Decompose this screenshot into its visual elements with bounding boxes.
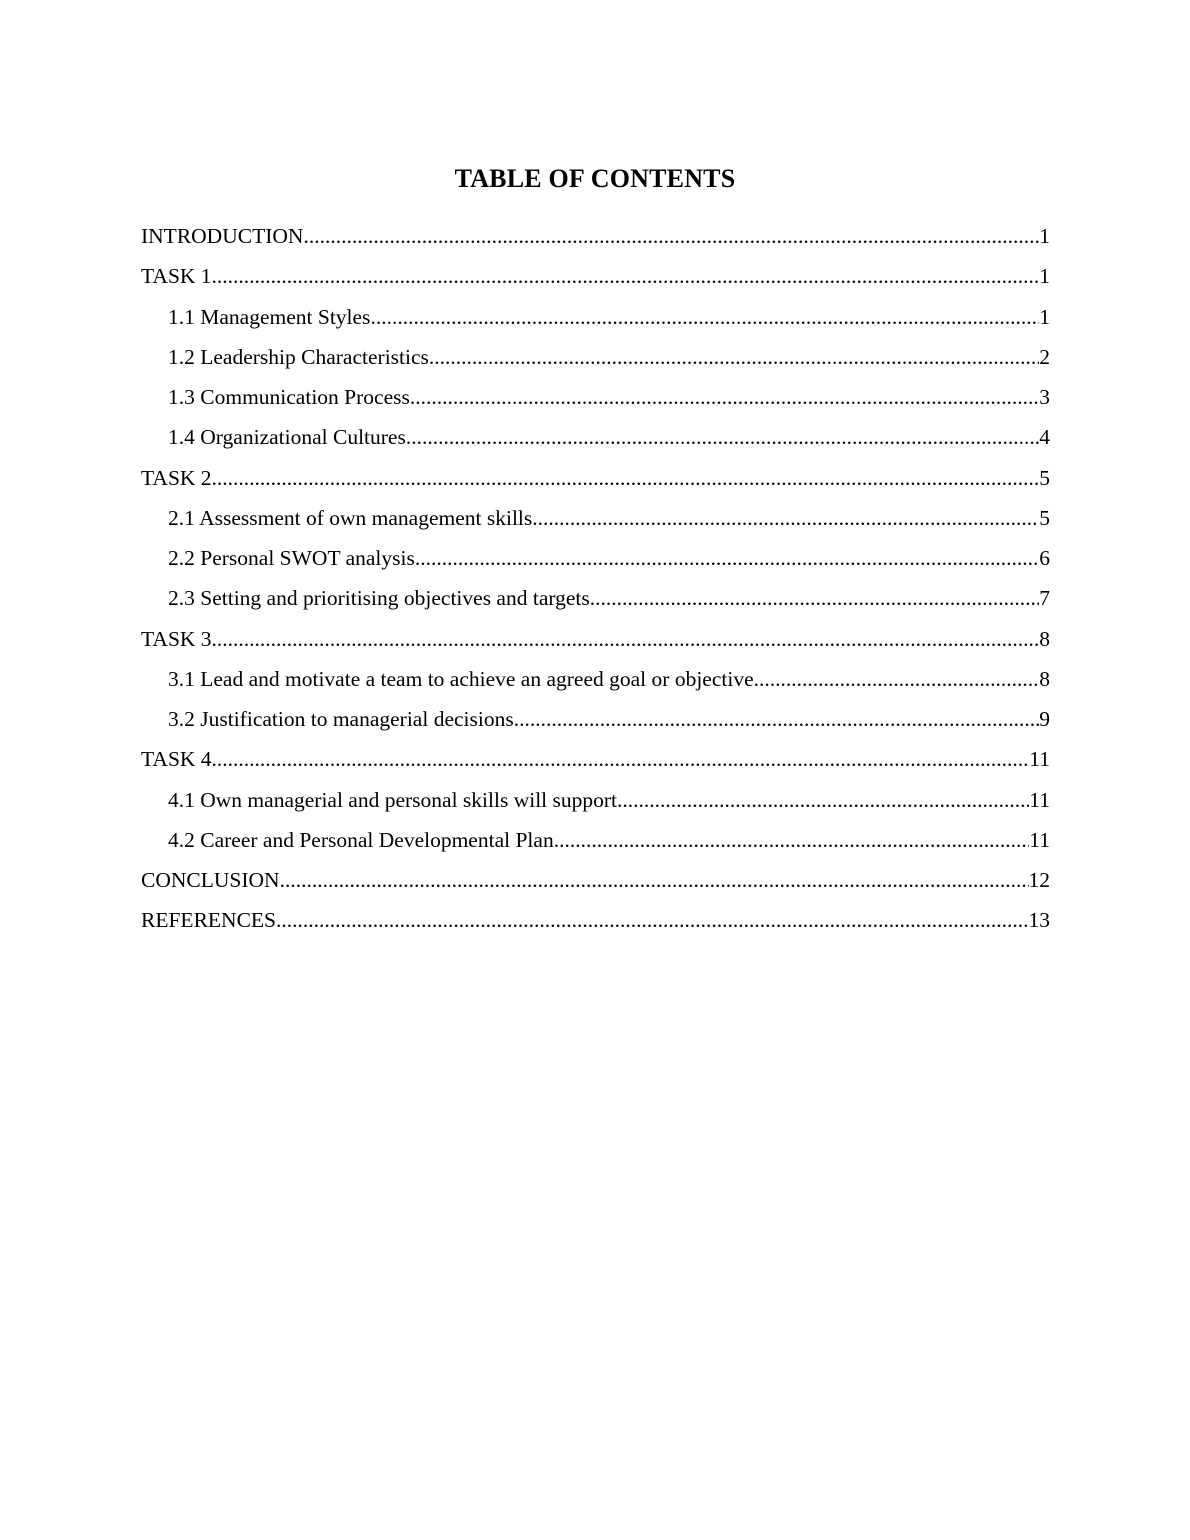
toc-dot-leader [370,297,1039,337]
toc-entry-label: 4.2 Career and Personal Developmental Plan [168,827,554,852]
toc-dot-leader [754,659,1040,699]
toc-entry-page-number: 9 [1039,707,1050,731]
toc-entry-page-number: 11 [1029,787,1050,812]
toc-entry-page-number: 1 [1039,224,1050,248]
toc-entry-page-number: 11 [1029,747,1050,772]
toc-dot-leader [410,377,1039,417]
toc-dot-leader [429,337,1039,377]
toc-entry-label: TASK 3 [141,626,212,651]
toc-entry-1-4[interactable] [141,417,1050,457]
toc-dot-leader [212,739,1030,779]
toc-entry-label: REFERENCES [141,908,276,933]
toc-dot-leader [212,619,1040,659]
toc-entry-page-number: 11 [1029,827,1050,852]
toc-entry-1-2[interactable] [141,337,1050,377]
toc-dot-leader [514,699,1040,739]
toc-entry-page-number: 6 [1039,546,1050,570]
toc-entry-task-1[interactable] [141,256,1050,296]
toc-entry-3-2[interactable] [141,699,1050,739]
toc-entry-label: INTRODUCTION [141,224,304,248]
toc-entry-task-4[interactable] [141,739,1050,779]
toc-title: TABLE OF CONTENTS [454,164,736,193]
toc-entry-page-number: 4 [1039,425,1050,450]
toc-dot-leader [212,256,1040,296]
toc-entry-label: 2.1 Assessment of own management skills [168,505,533,530]
toc-dot-leader [406,417,1039,457]
toc-dot-leader [280,860,1029,900]
toc-entry-1-3[interactable] [141,377,1050,417]
toc-entry-label: TASK 2 [141,465,212,490]
toc-entry-label: 1.1 Management Styles [168,304,371,329]
toc-dot-leader [590,578,1039,618]
toc-entry-page-number: 1 [1039,264,1050,289]
toc-entry-label: TASK 1 [141,264,212,289]
toc-entry-label: TASK 4 [141,747,212,772]
toc-dot-leader [617,780,1029,820]
toc-entry-4-2[interactable] [141,820,1050,860]
toc-dot-leader [276,900,1029,940]
toc-entry-label: 1.4 Organizational Cultures [168,425,406,450]
toc-entry-1-1[interactable] [141,297,1050,337]
toc-entry-label: 4.1 Own managerial and personal skills will support [168,787,618,812]
toc-entry-page-number: 8 [1039,666,1050,691]
toc-dot-leader [415,538,1039,578]
toc-entry-page-number: 7 [1039,586,1050,611]
toc-entry-introduction[interactable] [141,216,1050,256]
toc-entry-task-2[interactable] [141,458,1050,498]
toc-entry-page-number: 8 [1039,626,1050,651]
toc-entry-references[interactable] [141,900,1050,940]
toc-entry-page-number: 1 [1039,304,1050,329]
toc-entry-label: 3.1 Lead and motivate a team to achieve an agreed goal or objective [168,666,754,691]
toc-entry-task-3[interactable] [141,619,1050,659]
toc-entry-label: 2.3 Setting and prioritising objectives and targets [168,586,590,611]
toc-entry-label: 3.2 Justification to managerial decisions [168,707,514,731]
toc-entry-conclusion[interactable] [141,860,1050,900]
toc-dot-leader [554,820,1030,860]
toc-entry-4-1[interactable] [141,780,1050,820]
toc-list [141,216,1050,941]
toc-entry-label: 2.2 Personal SWOT analysis [168,546,415,570]
toc-entry-page-number: 5 [1039,505,1050,530]
toc-entry-page-number: 12 [1028,868,1050,892]
toc-entry-page-number: 5 [1039,465,1050,490]
toc-entry-label: 1.2 Leadership Characteristics [168,344,429,369]
toc-entry-2-3[interactable] [141,578,1050,618]
toc-entry-label: 1.3 Communication Process [168,385,410,409]
toc-entry-page-number: 13 [1028,908,1050,933]
toc-dot-leader [303,216,1039,256]
toc-entry-3-1[interactable] [141,659,1050,699]
toc-dot-leader [532,498,1039,538]
toc-dot-leader [212,458,1040,498]
toc-entry-2-1[interactable] [141,498,1050,538]
toc-entry-2-2[interactable] [141,538,1050,578]
toc-entry-label: CONCLUSION [141,868,280,892]
toc-entry-page-number: 2 [1039,344,1050,369]
toc-entry-page-number: 3 [1039,385,1050,409]
